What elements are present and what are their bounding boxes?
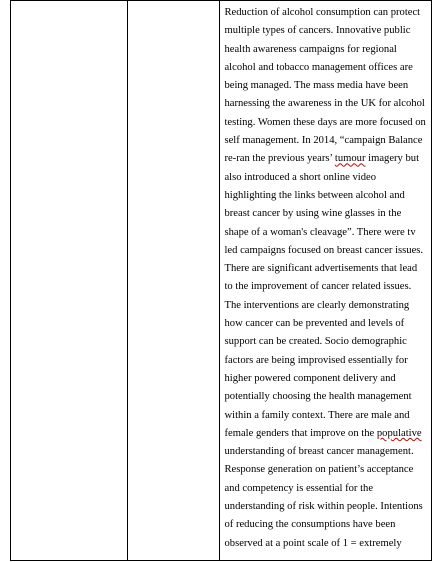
text-line: harnessing the awareness in the UK for alcohol bbox=[224, 98, 425, 110]
text-line: support can be created. Socio demographic bbox=[224, 336, 407, 348]
text-line: female genders that improve on the populative bbox=[224, 427, 422, 439]
text-line: Reduction of alcohol consumption can protect bbox=[224, 7, 421, 18]
table-cell-empty-1 bbox=[11, 1, 128, 561]
text-line: Response generation on patient’s acceptance bbox=[224, 464, 414, 476]
text-line: testing. Women these days are more focused on bbox=[224, 116, 426, 128]
text-line: to the improvement of cancer related issues. bbox=[224, 281, 412, 293]
text-line: There are significant advertisements that lead bbox=[224, 263, 418, 275]
text-line: being managed. The mass media have been bbox=[224, 80, 409, 92]
text-line: self management. In 2014, “campaign Balance bbox=[224, 135, 423, 147]
table-row bbox=[11, 1, 432, 561]
text-line: health awareness campaigns for regional bbox=[224, 43, 397, 55]
text-line: alcohol and tobacco management offices are bbox=[224, 61, 413, 73]
cell-text-col1 bbox=[11, 1, 127, 4]
text-line: shape of a woman's cleavage”. There were tv bbox=[224, 226, 416, 238]
text-line: understanding of risk within people. Intentions bbox=[224, 501, 423, 513]
text-line: understanding of breast cancer management. bbox=[224, 446, 414, 458]
text-line: highlighting the links between alcohol and bbox=[224, 189, 405, 201]
text-line: and competency is essential for the bbox=[224, 482, 374, 494]
text-line: led campaigns focused on breast cancer issues. bbox=[224, 244, 424, 256]
cell-text-col2 bbox=[128, 1, 219, 4]
text-line: higher powered component delivery and bbox=[224, 372, 396, 384]
text-line: observed at a point scale of 1 = extremely bbox=[224, 537, 402, 549]
document-table bbox=[10, 0, 432, 561]
spellcheck-word: populative bbox=[376, 427, 422, 439]
table-cell-body-text bbox=[220, 1, 432, 561]
text-line: re-ran the previous years’ tumour imagery but bbox=[224, 153, 420, 165]
body-paragraph bbox=[220, 1, 431, 553]
spellcheck-word: tumour bbox=[334, 153, 366, 165]
text-line: The interventions are clearly demonstrating bbox=[224, 299, 410, 311]
text-line: also introduced a short online video bbox=[224, 171, 376, 183]
text-line: potentially choosing the health management bbox=[224, 391, 412, 403]
text-line: factors are being improvised essentially for bbox=[224, 354, 408, 366]
text-line: within a family context. There are male and bbox=[224, 409, 410, 421]
text-line: of reducing the consumptions have been bbox=[224, 519, 396, 531]
text-line: how cancer can be prevented and levels of bbox=[224, 318, 405, 330]
table-cell-empty-2 bbox=[128, 1, 220, 561]
text-line: multiple types of cancers. Innovative public bbox=[224, 25, 411, 37]
text-line: breast cancer by using wine glasses in the bbox=[224, 208, 402, 220]
